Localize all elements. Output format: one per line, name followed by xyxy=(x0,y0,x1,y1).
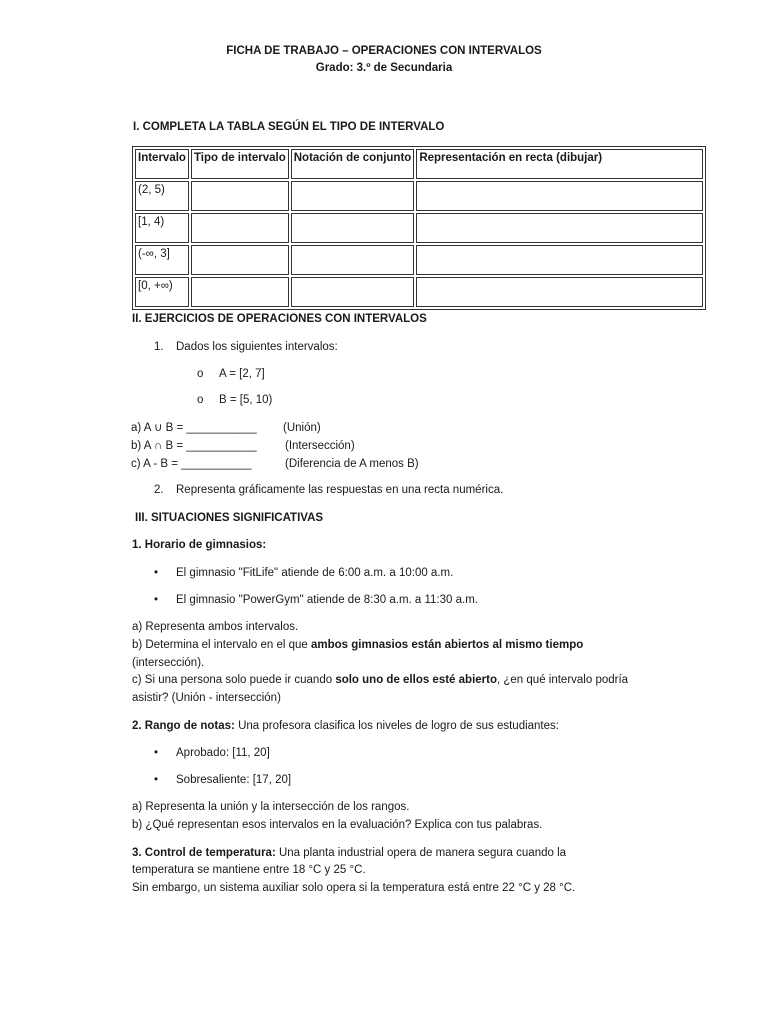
grades-intro xyxy=(132,718,559,735)
gym-question-b-emphasis: ambos gimnasios están abiertos al mismo tiempo xyxy=(311,639,584,651)
section3-heading: III. SITUACIONES SIGNIFICATIVAS xyxy=(135,512,324,524)
interval-table xyxy=(132,146,706,310)
bullet-icon: • xyxy=(154,567,159,579)
table-row xyxy=(135,213,703,243)
union-expression: a) A ∪ B = ___________ xyxy=(131,422,257,434)
table-row xyxy=(135,181,703,211)
interval-cell: (2, 5) xyxy=(135,181,189,211)
list-item xyxy=(154,565,453,582)
answer-cell[interactable] xyxy=(191,181,289,211)
col-header-number-line: Representación en recta (dibujar) xyxy=(416,149,703,179)
grade-outstanding-text: Sobresaliente: [17, 20] xyxy=(176,774,292,786)
bullet-icon: • xyxy=(154,747,159,759)
intersection-note: (Intersección) xyxy=(285,440,355,452)
gym-question-b-text: b) Determina el intervalo en el que xyxy=(132,639,311,651)
temperature-intro xyxy=(132,845,566,862)
answer-cell[interactable] xyxy=(416,245,703,275)
exercise-2 xyxy=(154,482,503,499)
list-item xyxy=(154,745,270,762)
intersection-expression: b) A ∩ B = ___________ xyxy=(131,440,257,452)
gym-question-a: a) Representa ambos intervalos. xyxy=(132,621,299,633)
col-header-interval: Intervalo xyxy=(135,149,189,179)
answer-cell[interactable] xyxy=(191,213,289,243)
gym-fitlife-text: El gimnasio "FitLife" atiende de 6:00 a.m. a 10:00 a.m. xyxy=(176,567,454,579)
grades-question-b: b) ¿Qué representan esos intervalos en la evaluación? Explica con tus palabras. xyxy=(132,819,543,831)
interval-cell: [0, +∞) xyxy=(135,277,189,307)
col-header-set-notation: Notación de conjunto xyxy=(291,149,415,179)
table-row xyxy=(135,277,703,307)
difference-expression: c) A - B = ___________ xyxy=(131,458,252,470)
interval-cell: (-∞, 3] xyxy=(135,245,189,275)
list-number: 2. xyxy=(154,484,164,496)
bullet-icon: • xyxy=(154,774,159,786)
bullet-icon: • xyxy=(154,594,159,606)
difference-note: (Diferencia de A menos B) xyxy=(285,458,419,470)
list-number: 1. xyxy=(154,341,164,353)
answer-cell[interactable] xyxy=(291,277,415,307)
answer-cell[interactable] xyxy=(291,245,415,275)
col-header-type: Tipo de intervalo xyxy=(191,149,289,179)
union-note: (Unión) xyxy=(283,422,321,434)
answer-cell[interactable] xyxy=(416,181,703,211)
answer-cell[interactable] xyxy=(416,213,703,243)
set-a-text: A = [2, 7] xyxy=(219,368,265,380)
circle-bullet-icon: o xyxy=(197,394,204,406)
gym-question-c-cont: asistir? (Unión - intersección) xyxy=(132,692,281,704)
answer-cell[interactable] xyxy=(191,245,289,275)
set-a-item xyxy=(197,366,265,383)
exercise-1-text: Dados los siguientes intervalos: xyxy=(176,341,338,353)
grades-title: 2. Rango de notas: xyxy=(132,720,235,732)
table-row xyxy=(135,245,703,275)
gym-question-b-cont: (intersección). xyxy=(132,657,205,669)
worksheet-grade: Grado: 3.º de Secundaria xyxy=(315,62,453,74)
grades-question-a: a) Representa la unión y la intersección de los rangos. xyxy=(132,801,410,813)
gym-question-c-text: c) Si una persona solo puede ir cuando xyxy=(132,674,336,686)
table-header-row xyxy=(135,149,703,179)
set-b-text: B = [5, 10) xyxy=(219,394,273,406)
circle-bullet-icon: o xyxy=(197,368,204,380)
gym-question-c-emphasis: solo uno de ellos esté abierto xyxy=(335,674,497,686)
gym-question-c-text-2: , ¿en qué intervalo podría xyxy=(497,674,629,686)
section2-heading: II. EJERCICIOS DE OPERACIONES CON INTERVALOS xyxy=(132,313,427,325)
answer-cell[interactable] xyxy=(191,277,289,307)
worksheet-header xyxy=(0,43,768,77)
section1-heading: I. COMPLETA LA TABLA SEGÚN EL TIPO DE INTERVALO xyxy=(133,121,445,133)
temperature-line-2: temperatura se mantiene entre 18 °C y 25 °C. xyxy=(132,864,366,876)
temperature-line-1: Una planta industrial opera de manera segura cuando la xyxy=(275,847,567,859)
exercise-1 xyxy=(154,339,338,356)
gym-question-c xyxy=(132,672,628,689)
list-item xyxy=(154,772,291,789)
answer-cell[interactable] xyxy=(291,213,415,243)
set-b-item xyxy=(197,392,272,409)
temperature-line-3: Sin embargo, un sistema auxiliar solo opera si la temperatura está entre 22 °C y 28 °C. xyxy=(132,882,576,894)
grade-approved-text: Aprobado: [11, 20] xyxy=(176,747,270,759)
interval-cell: [1, 4) xyxy=(135,213,189,243)
answer-cell[interactable] xyxy=(416,277,703,307)
list-item xyxy=(154,592,478,609)
grades-intro-text: Una profesora clasifica los niveles de logro de sus estudiantes: xyxy=(234,720,559,732)
gym-powergym-text: El gimnasio "PowerGym" atiende de 8:30 a.m. a 11:30 a.m. xyxy=(176,594,478,606)
temperature-title: 3. Control de temperatura: xyxy=(132,847,276,859)
answer-cell[interactable] xyxy=(291,181,415,211)
worksheet-title: FICHA DE TRABAJO – OPERACIONES CON INTERVALOS xyxy=(226,45,542,57)
gym-schedule-title: 1. Horario de gimnasios: xyxy=(132,539,267,551)
gym-question-b xyxy=(132,637,583,654)
exercise-2-text: Representa gráficamente las respuestas en una recta numérica. xyxy=(176,484,504,496)
